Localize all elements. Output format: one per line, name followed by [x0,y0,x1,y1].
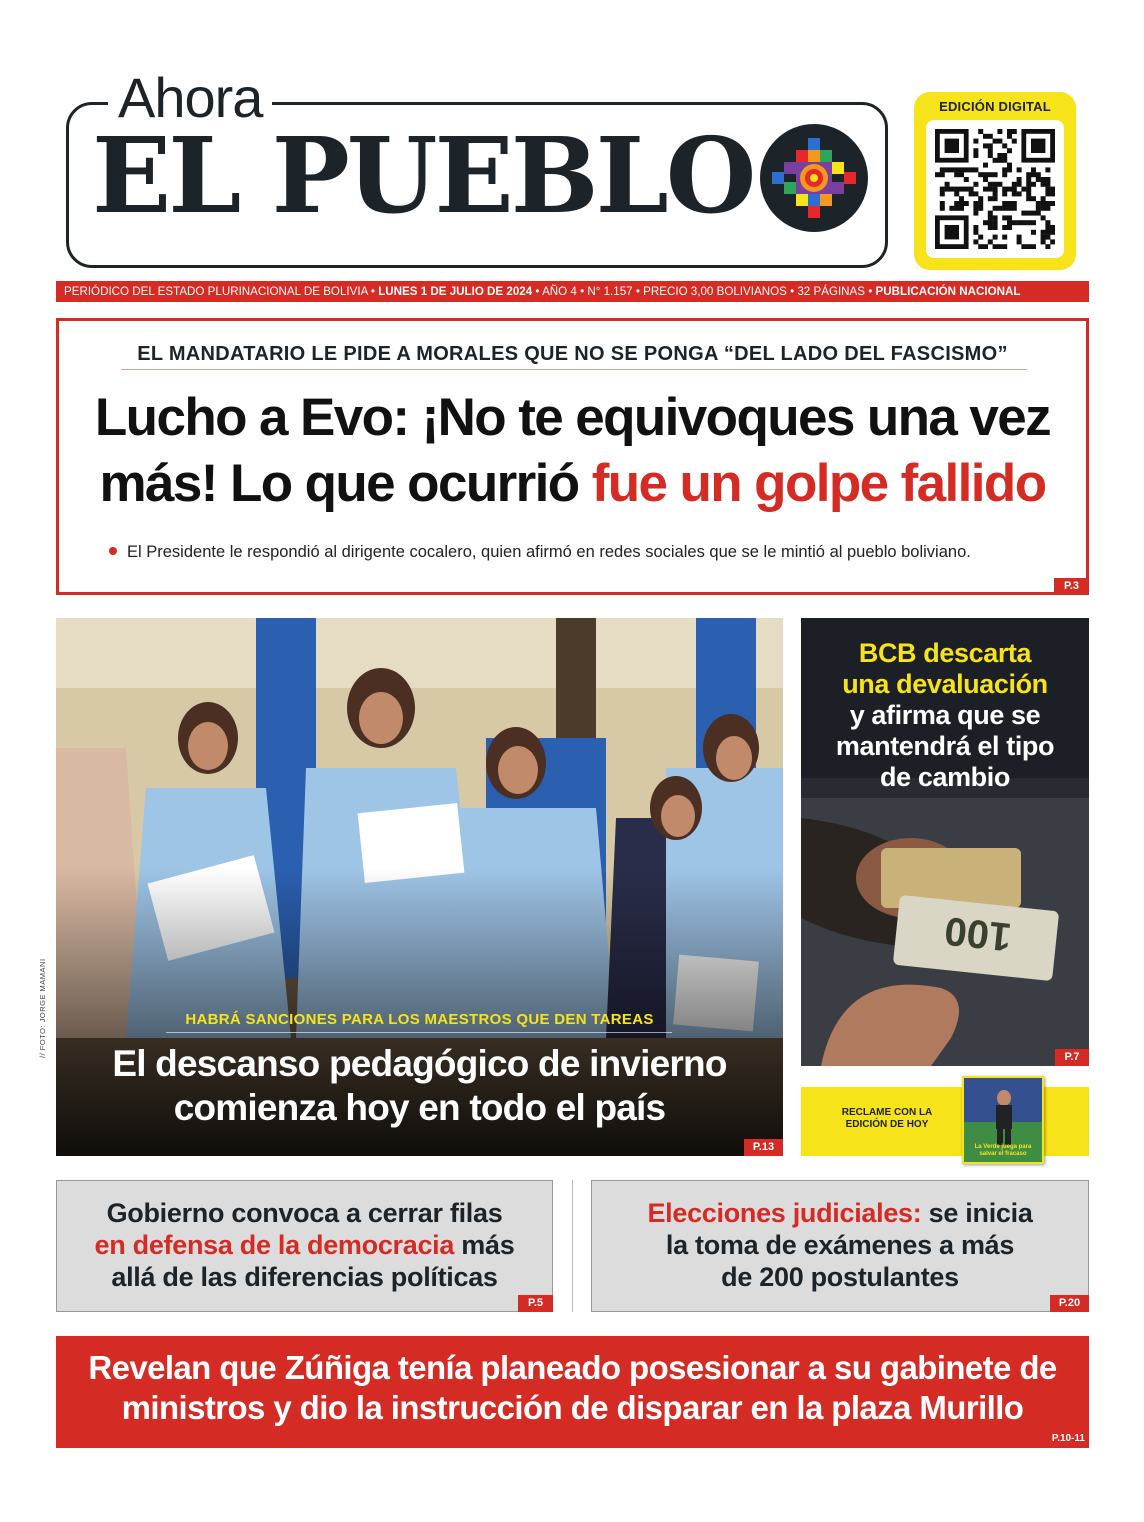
democracy-headline: Gobierno convoca a cerrar filas en defensa de la democracia más allá de las diferencias políticas [94,1198,515,1292]
lead-story[interactable] [56,318,1089,595]
masthead-ahora: Ahora [108,66,272,130]
publisher-text: PERIÓDICO DEL ESTADO PLURINACIONAL DE BOLIVIA [64,285,368,298]
zuniga-story-banner[interactable] [56,1336,1089,1448]
issue-number: N° 1.157 [587,285,633,298]
bcb-story[interactable] [801,618,1089,1066]
photo-credit: // FOTO: JORGE MAMANI [38,958,47,1058]
photo-headline: El descanso pedagógico de invierno comienza hoy en todo el país [112,1043,727,1128]
promo-thumb-caption: La Verde juega para salvar el fracaso [974,1144,1032,1157]
lead-headline: Lucho a Evo: ¡No te equivoques una vez más! Lo que ocurrió fue un golpe fallido [94,388,1051,513]
judicial-headline: Elecciones judiciales: se inicia la toma de exámenes a más de 200 postulantes [647,1198,1033,1292]
scope-text: PUBLICACIÓN NACIONAL [875,285,1021,298]
date-text: LUNES 1 DE JULIO DE 2024 [378,285,533,298]
publication-info-strip: PERIÓDICO DEL ESTADO PLURINACIONAL DE BOLIVIA • LUNES 1 DE JULIO DE 2024 • AÑO 4 • N° 1.157 • PRECIO 3,00 BOLIVIANOS • 32 PÁGINAS • PUBLICACIÓN NACIONAL [56,281,1089,302]
lead-page-ref: P.3 [1054,578,1089,595]
photo-divider [166,1032,672,1033]
promo-insert[interactable] [801,1087,1089,1156]
pages-text: 32 PÁGINAS [797,285,866,298]
photo-page-ref: P.13 [744,1139,783,1156]
lead-deck: El Presidente le respondió al dirigente cocalero, quien afirmó en redes sociales que se le mintió al pueblo boliviano. [109,543,971,562]
qr-code-icon [926,120,1064,258]
democracy-story[interactable] [56,1180,553,1312]
promo-text: RECLAME CON LA EDICIÓN DE HOY [841,1107,933,1130]
svg-text:100: 100 [942,908,1014,959]
lead-kicker: EL MANDATARIO LE PIDE A MORALES QUE NO SE PONGA “DEL LADO DEL FASCISMO” [137,343,1008,365]
judicial-page-ref: P.20 [1050,1295,1089,1312]
bcb-headline: BCB descarta una devaluación y afirma que se mantendrá el tipo de cambio [835,638,1055,792]
judicial-elections-story[interactable] [591,1180,1089,1312]
zuniga-page-ref: P.10-11 [1051,1433,1085,1444]
chakana-logo-icon [758,122,870,234]
photo-kicker: HABRÁ SANCIONES PARA LOS MAESTROS QUE DEN TAREAS [185,1011,654,1028]
year-text: AÑO 4 [542,285,577,298]
qr-digital-edition[interactable] [914,92,1076,270]
lead-divider [121,369,1027,370]
column-divider [572,1180,573,1312]
masthead-title: EL PUEBLO [92,114,754,237]
price-text: PRECIO 3,00 BOLIVIANOS [643,285,787,298]
democracy-page-ref: P.5 [518,1295,553,1312]
zuniga-headline: Revelan que Zúñiga tenía planeado posesionar a su gabinete de ministros y dio la instrucción de disparar en la plaza Murillo [88,1349,1057,1426]
school-photo-story[interactable] [56,618,783,1156]
bullet-icon [109,547,117,555]
bcb-page-ref: P.7 [1055,1049,1089,1066]
qr-label: EDICIÓN DIGITAL [939,99,1051,114]
promo-magazine-thumbnail [962,1076,1044,1164]
